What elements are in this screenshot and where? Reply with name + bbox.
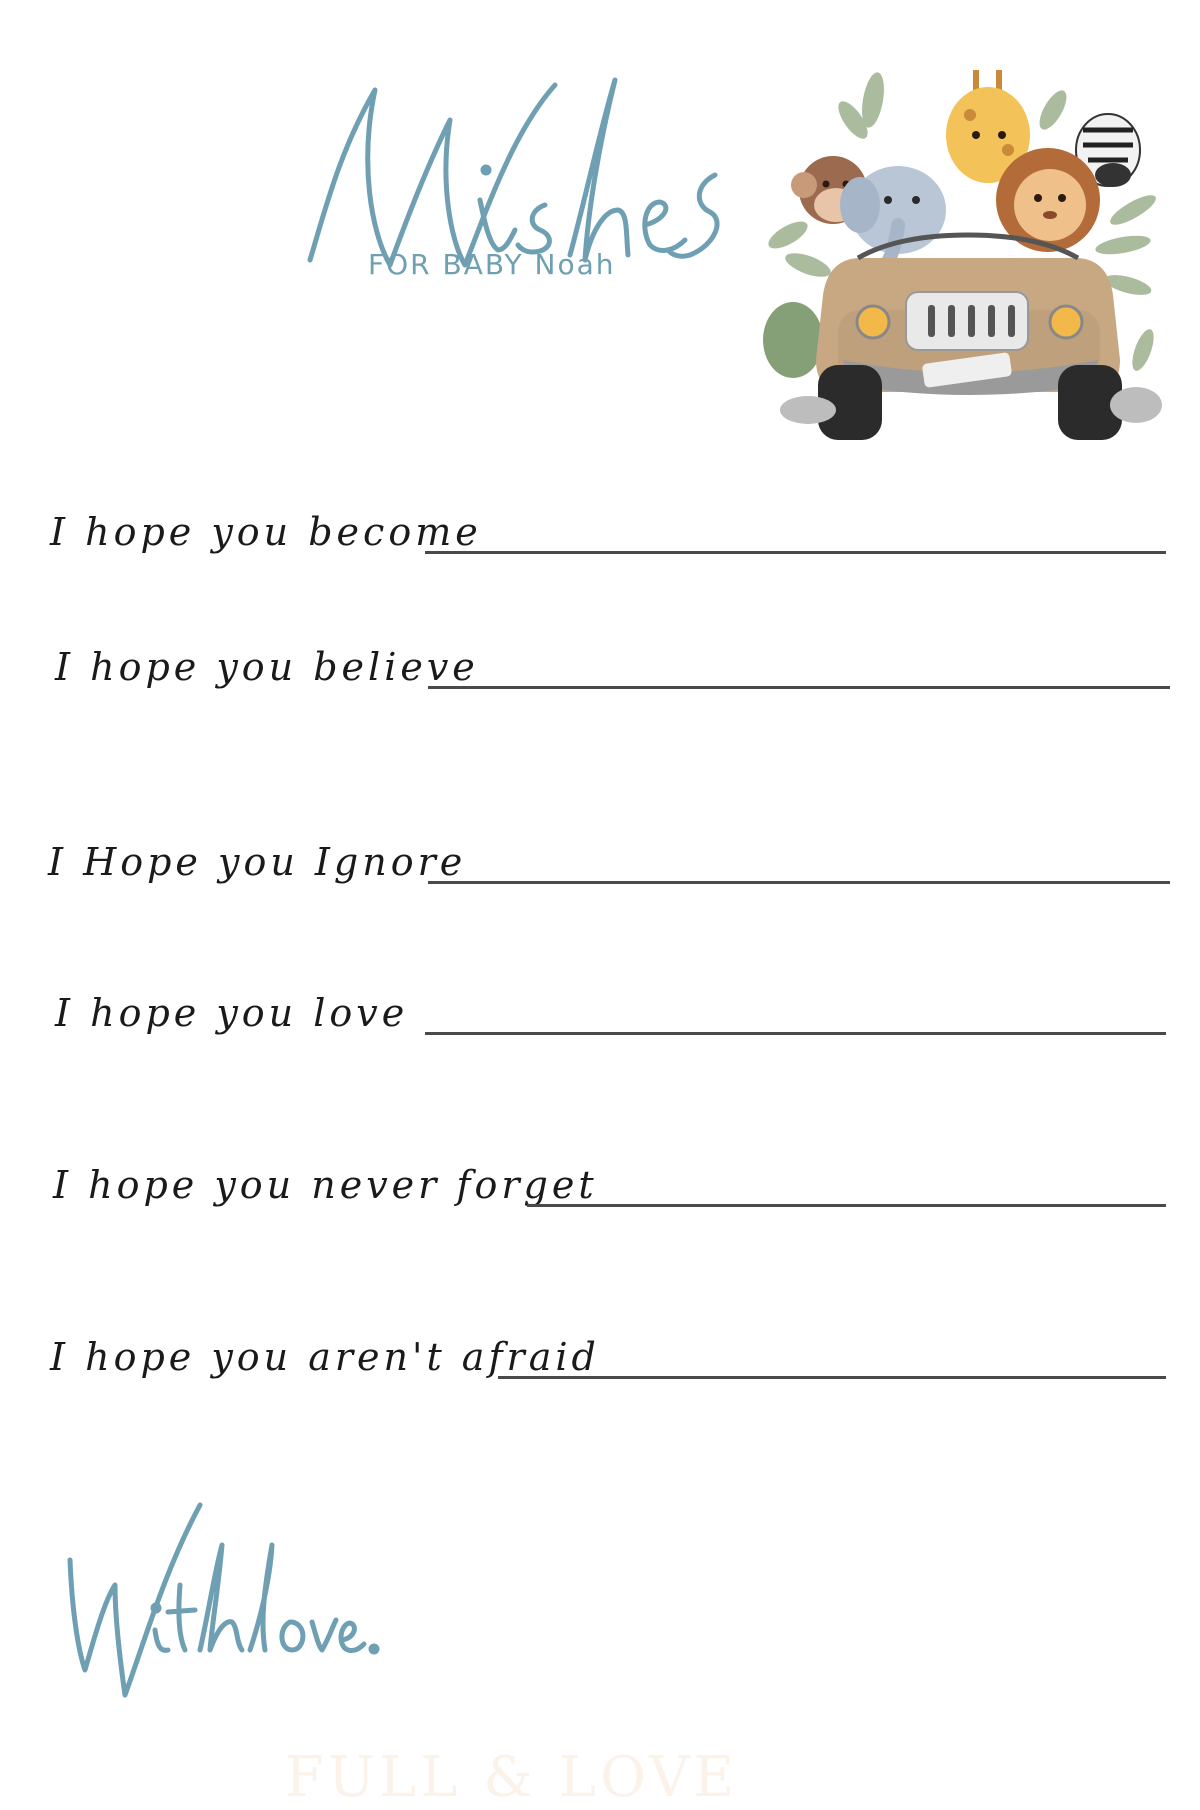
wish-row-become xyxy=(0,490,1200,570)
wish-write-line[interactable] xyxy=(425,551,1166,554)
signoff xyxy=(60,1500,380,1710)
wish-write-line[interactable] xyxy=(428,881,1170,884)
wish-write-line[interactable] xyxy=(425,1032,1166,1035)
safari-jeep-animals-icon xyxy=(748,60,1168,445)
wish-label: I hope you become xyxy=(50,510,482,554)
wish-label: I hope you never forget xyxy=(53,1163,598,1207)
wish-row-believe xyxy=(0,625,1200,705)
wish-label: I hope you aren't afraid xyxy=(50,1335,600,1379)
wish-row-not-afraid xyxy=(0,1315,1200,1395)
wish-write-line[interactable] xyxy=(428,686,1170,689)
wish-write-line[interactable] xyxy=(498,1376,1166,1379)
watermark: FULL & LOVE xyxy=(285,1745,739,1810)
wish-label: I hope you love xyxy=(55,991,409,1035)
wish-row-ignore xyxy=(0,820,1200,900)
wish-row-love xyxy=(0,971,1200,1051)
card-subtitle: FOR BABY Noah xyxy=(368,248,616,281)
wish-row-never-forget xyxy=(0,1143,1200,1223)
wish-write-line[interactable] xyxy=(527,1204,1166,1207)
wish-label: I Hope you Ignore xyxy=(48,840,467,884)
wish-label: I hope you believe xyxy=(55,645,479,689)
with-love-script xyxy=(60,1500,380,1710)
